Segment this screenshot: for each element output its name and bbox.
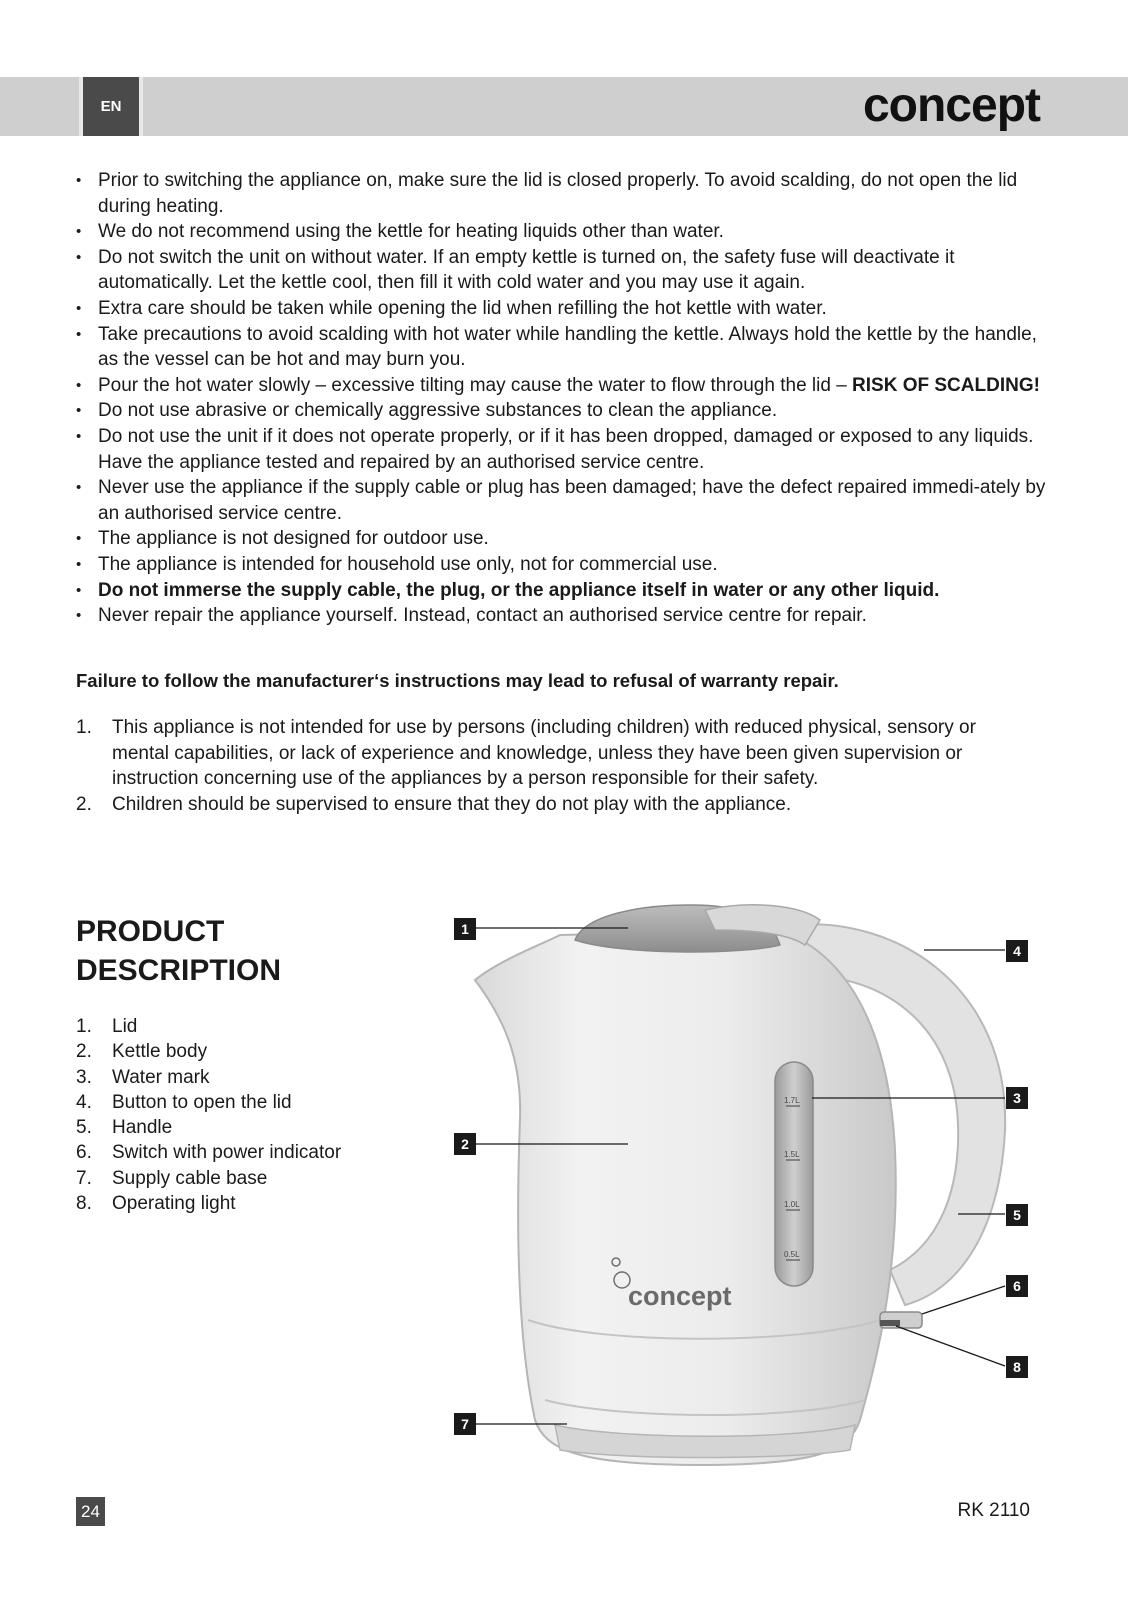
language-tab: EN: [79, 77, 143, 136]
bullet-item: • Do not use the unit if it does not operate properly, or if it has been dropped, damaged or exposed to any liquids. Have the appliance tested and repaired by an authorised service centre.: [76, 424, 1046, 475]
item-number: 2.: [76, 793, 92, 815]
item-text: Children should be supervised to ensure that they do not play with the appliance.: [112, 793, 792, 815]
bullet-text: Pour the hot water slowly – excessive tilting may cause the water to flow through the lid –: [98, 374, 853, 396]
item-number: 1.: [76, 717, 92, 738]
bullet-bold-text: Do not immerse the supply cable, the plug, or the appliance itself in water or any other liquid.: [98, 579, 940, 601]
warranty-warning: Failure to follow the manufacturer‘s instructions may lead to refusal of warranty repair.: [76, 670, 839, 691]
part-number: 2.: [76, 1041, 92, 1063]
part-label: Operating light: [112, 1193, 236, 1215]
part-number: 7.: [76, 1167, 92, 1189]
brand-logo: concept: [862, 79, 1040, 132]
title-line-1: PRODUCT: [76, 915, 225, 948]
part-number: 6.: [76, 1142, 92, 1164]
part-number: 3.: [76, 1066, 92, 1088]
gauge-label: 0.5L: [784, 1250, 800, 1259]
part-number: 5.: [76, 1117, 92, 1139]
bullet-item: • Do not use abrasive or chemically aggressive substances to clean the appliance.: [76, 398, 1046, 424]
bullet-item: • Never repair the appliance yourself. Instead, contact an authorised service centre for repair.: [76, 603, 1046, 629]
kettle-body: [475, 930, 896, 1465]
bullet-item: • Extra care should be taken while opening the lid when refilling the hot kettle with water.: [76, 296, 1046, 322]
part-label: Water mark: [112, 1066, 210, 1088]
bullet-item: • The appliance is not designed for outdoor use.: [76, 526, 1046, 552]
callout-8: 8: [1006, 1356, 1028, 1378]
operating-light: [880, 1320, 900, 1326]
leader-line-8: [896, 1326, 1005, 1366]
part-number: 8.: [76, 1193, 92, 1215]
callout-1: 1: [454, 918, 476, 940]
gauge-label: 1.7L: [784, 1096, 800, 1105]
title-line-2: DESCRIPTION: [76, 954, 282, 987]
bullet-item: • The appliance is intended for household use only, not for commercial use.: [76, 552, 1046, 578]
part-number: 1.: [76, 1016, 92, 1037]
callout-6: 6: [1006, 1275, 1028, 1297]
kettle-logo: concept: [628, 1281, 732, 1311]
bullet-item: • Never use the appliance if the supply cable or plug has been damaged; have the defect repaired immedi-ately by an authorised service centre.: [76, 475, 1046, 526]
part-label: Supply cable base: [112, 1167, 268, 1189]
callout-3: 3: [1006, 1087, 1028, 1109]
page-number: 24: [76, 1497, 105, 1526]
bullet-item: • Prior to switching the appliance on, make sure the lid is closed properly. To avoid scalding, do not open the lid during heating.: [76, 168, 1046, 219]
part-label: Kettle body: [112, 1041, 208, 1063]
model-number: RK 2110: [957, 1500, 1030, 1521]
callout-7: 7: [454, 1413, 476, 1435]
item-text: This appliance is not intended for use by persons (including children) with reduced physical, sensory or mental capabilities, or lack of experience and knowledge, unless they have been given supervision or instruction concerning use of the appliances by a person responsible for their safety.: [112, 717, 976, 790]
bullet-bold-text: RISK OF SCALDING!: [852, 374, 1040, 396]
part-label: Button to open the lid: [112, 1091, 292, 1113]
bullet-item: • We do not recommend using the kettle for heating liquids other than water.: [76, 219, 1046, 245]
gauge-label: 1.0L: [784, 1200, 800, 1209]
part-number: 4.: [76, 1091, 92, 1113]
part-label: Switch with power indicator: [112, 1142, 342, 1164]
callout-2: 2: [454, 1133, 476, 1155]
callout-4: 4: [1006, 940, 1028, 962]
callout-5: 5: [1006, 1204, 1028, 1226]
bullet-item: • Do not switch the unit on without water. If an empty kettle is turned on, the safety fuse will deactivate it automatically. Let the kettle cool, then fill it with cold water and you may use it again.: [76, 245, 1046, 296]
part-label: Handle: [112, 1117, 173, 1139]
bullet-item: • Take precautions to avoid scalding with hot water while handling the kettle. Always hold the kettle by the handle, as the vessel can be hot and may burn you.: [76, 322, 1046, 373]
part-label: Lid: [112, 1016, 138, 1037]
gauge-label: 1.5L: [784, 1150, 800, 1159]
